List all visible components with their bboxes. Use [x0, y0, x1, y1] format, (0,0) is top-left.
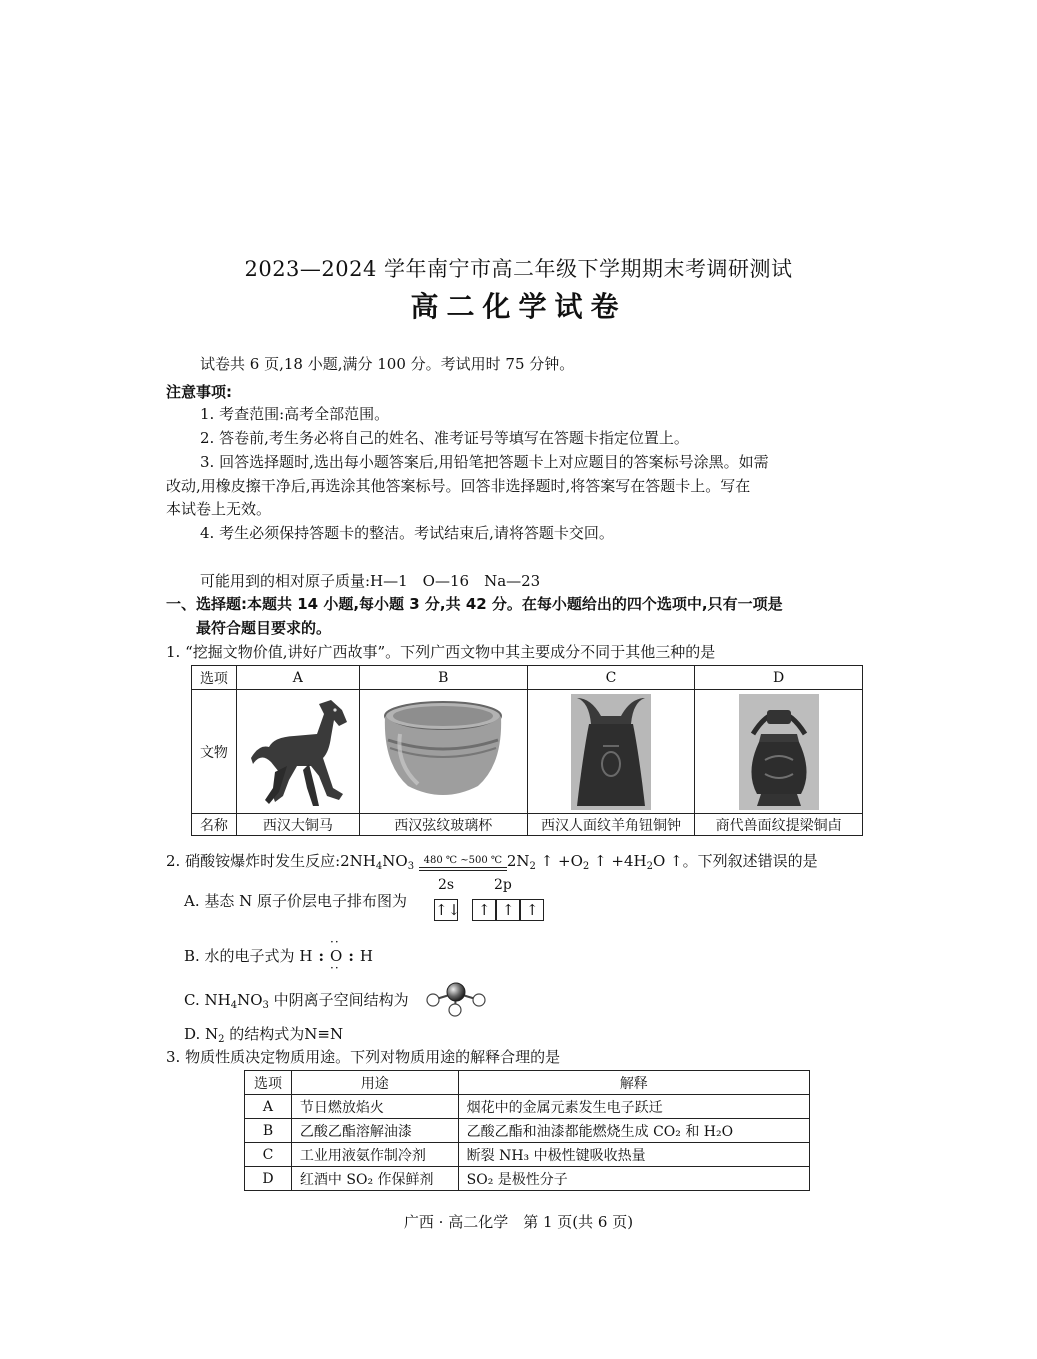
- q3-use: 红酒中 SO₂ 作保鲜剂: [291, 1167, 458, 1191]
- nitrate-ion-model-icon: [424, 981, 488, 1019]
- q1-table: [191, 665, 863, 836]
- q3-header: 选项: [245, 1071, 292, 1095]
- table-row: [245, 1095, 810, 1119]
- reaction-arrow: [419, 867, 507, 871]
- q1-artifact-name: 商代兽面纹提梁铜卣: [695, 814, 863, 836]
- q3-table: [244, 1070, 810, 1191]
- notice-heading: 注意事项:: [166, 383, 232, 401]
- notice-item-4: 4. 考生必须保持答题卡的整洁。考试结束后,请将答题卡交回。: [200, 524, 614, 542]
- q2-option-a: A. 基态 N 原子价层电子排布图为: [184, 892, 408, 910]
- q3-stem: 3. 物质性质决定物质用途。下列对物质用途的解释合理的是: [166, 1048, 561, 1066]
- q3-use: 乙酸乙酯溶解油漆: [291, 1119, 458, 1143]
- notice-item-3-cont: 改动,用橡皮擦干净后,再选涂其他答案标号。回答非选择题时,将答案写在答题卡上。写在: [166, 477, 751, 495]
- q1-artifact-name: 西汉人面纹羊角钮铜钟: [527, 814, 695, 836]
- notice-item-3-end: 本试卷上无效。: [166, 500, 272, 518]
- orbital-2s-label: 2s: [438, 877, 455, 893]
- exam-title: 2023—2024 学年南宁市高二年级下学期期末考调研测试: [244, 257, 793, 281]
- q1-row-label-option: 选项: [192, 666, 237, 690]
- notice-item-3: 3. 回答选择题时,选出每小题答案后,用铅笔把答题卡上对应题目的答案标号涂黑。如需: [200, 453, 769, 471]
- page-footer: 广西 · 高二化学 第 1 页(共 6 页): [403, 1213, 634, 1231]
- exam-info: 试卷共 6 页,18 小题,满分 100 分。考试用时 75 分钟。: [200, 355, 575, 373]
- q2-option-c: C. $NH_4NO_3$ 中阴离子空间结构为: [184, 991, 409, 1011]
- q1-option-letter: B: [359, 666, 527, 690]
- atomic-mass-line: 可能用到的相对原子质量:H—1 O—16 Na—23: [200, 572, 541, 590]
- notice-item-1: 1. 考查范围:高考全部范围。: [200, 405, 390, 423]
- bronze-you-icon: [739, 694, 819, 810]
- q3-explanation: 乙酸乙酯和油漆都能燃烧生成 CO₂ 和 H₂O: [458, 1119, 809, 1143]
- q1-option-letter: C: [527, 666, 695, 690]
- q3-use: 工业用液氨作制冷剂: [291, 1143, 458, 1167]
- q3-header: 解释: [458, 1071, 809, 1095]
- q3-option-letter: A: [245, 1095, 292, 1119]
- bronze-horse-icon: [239, 692, 357, 812]
- subject-title: 高二化学试卷: [410, 290, 627, 323]
- table-row: [245, 1143, 810, 1167]
- q3-option-letter: D: [245, 1167, 292, 1191]
- reaction-condition: 480 ℃ ~500 ℃: [423, 855, 503, 866]
- orbital-2p-box: ↑: [472, 899, 496, 921]
- bronze-bell-icon: [571, 694, 651, 810]
- q1-option-letter: D: [695, 666, 863, 690]
- orbital-2s-box: ↑↓: [435, 901, 461, 919]
- orbital-2p-box: ↑: [496, 899, 520, 921]
- q3-use: 节日燃放焰火: [291, 1095, 458, 1119]
- q2-option-d: D. $N_2$ 的结构式为N≡N: [184, 1025, 344, 1045]
- q1-row-label-artifact: 文物: [192, 690, 237, 814]
- q1-stem: 1. “挖掘文物价值,讲好广西故事”。下列广西文物中其主要成分不同于其他三种的是: [166, 643, 716, 661]
- q1-row-label-name: 名称: [192, 814, 237, 836]
- table-row: [245, 1167, 810, 1191]
- orbital-diagram: [434, 899, 544, 921]
- q3-option-letter: C: [245, 1143, 292, 1167]
- section-heading: 一、选择题:本题共 14 小题,每小题 3 分,共 42 分。在每小题给出的四个选项中,只有一项是: [166, 595, 783, 613]
- notice-item-2: 2. 答卷前,考生务必将自己的姓名、准考证号等填写在答题卡指定位置上。: [200, 429, 689, 447]
- table-row: [245, 1119, 810, 1143]
- q1-option-letter: A: [236, 666, 359, 690]
- q3-explanation: SO₂ 是极性分子: [458, 1167, 809, 1191]
- q1-artifact-name: 西汉大铜马: [236, 814, 359, 836]
- q2-stem: 2. 硝酸铵爆炸时发生反应$:2NH_4NO_3$ 480 ℃ ~500 ℃ $2N_2$ ↑ $+O_2$ ↑ $+4H_2O$ ↑。下列叙述错误的是: [166, 852, 818, 872]
- section-heading-cont: 最符合题目要求的。: [196, 619, 332, 637]
- q1-artifact-name: 西汉弦纹玻璃杯: [359, 814, 527, 836]
- orbital-2p-box: ↑: [520, 899, 544, 921]
- q3-explanation: 断裂 NH₃ 中极性键吸收热量: [458, 1143, 809, 1167]
- orbital-2p-label: 2p: [494, 877, 512, 893]
- q3-option-letter: B: [245, 1119, 292, 1143]
- glass-cup-icon: [378, 694, 508, 810]
- q3-explanation: 烟花中的金属元素发生电子跃迁: [458, 1095, 809, 1119]
- lone-pair-dots: ··: [330, 935, 340, 949]
- q3-header: 用途: [291, 1071, 458, 1095]
- lone-pair-dots: ··: [330, 961, 340, 975]
- q2-option-b: B. 水的电子式为 H : ·· O ·· : H: [184, 946, 373, 966]
